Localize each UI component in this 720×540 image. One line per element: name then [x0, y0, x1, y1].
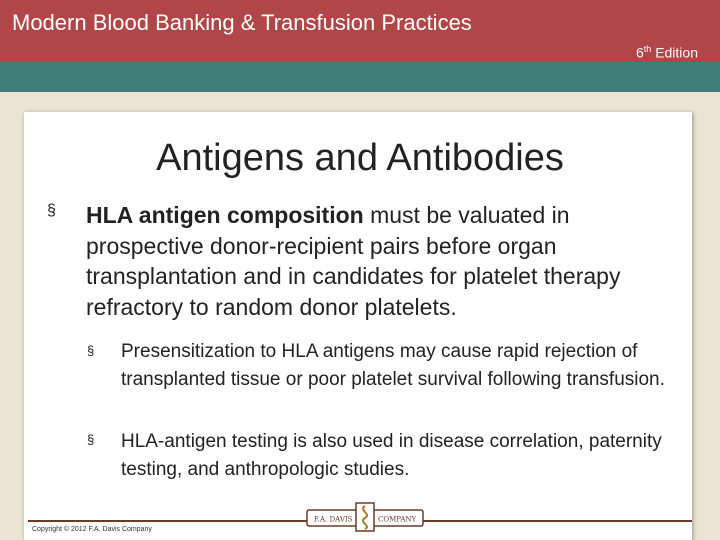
header-band [0, 62, 720, 92]
edition-suffix: th [643, 44, 652, 54]
header-bar [0, 0, 720, 62]
slide-title: Antigens and Antibodies [156, 137, 564, 179]
svg-text:F.A. DAVIS: F.A. DAVIS [314, 515, 353, 524]
sub-bullet-icon: § [87, 432, 95, 447]
fa-davis-logo [306, 502, 424, 532]
copyright-text: Copyright © 2012 F.A. Davis Company [32, 526, 152, 533]
bullet-icon: § [47, 202, 56, 219]
edition-label [636, 44, 698, 61]
edition-word: Edition [655, 44, 698, 61]
book-title: Modern Blood Banking & Transfusion Practices [12, 10, 472, 35]
sub-bullet-icon: § [87, 343, 95, 358]
svg-text:COMPANY: COMPANY [378, 515, 417, 524]
main-bullet [86, 200, 646, 322]
main-bullet-bold: HLA antigen composition [86, 202, 364, 228]
sub-bullet-2: HLA-antigen testing is also used in disease correlation, paternity testing, and anthropologic studies. [121, 431, 662, 480]
edition-number: 6 [635, 44, 644, 61]
sub-bullet-1: Presensitization to HLA antigens may cause rapid rejection of transplanted tissue or poor platelet survival following transfusion. [121, 341, 665, 390]
main-bullet-text: must be valuated in prospective donor-recipient pairs before organ transplantation and in candidates for platelet therapy refractory to random donor platelets. [86, 202, 621, 320]
